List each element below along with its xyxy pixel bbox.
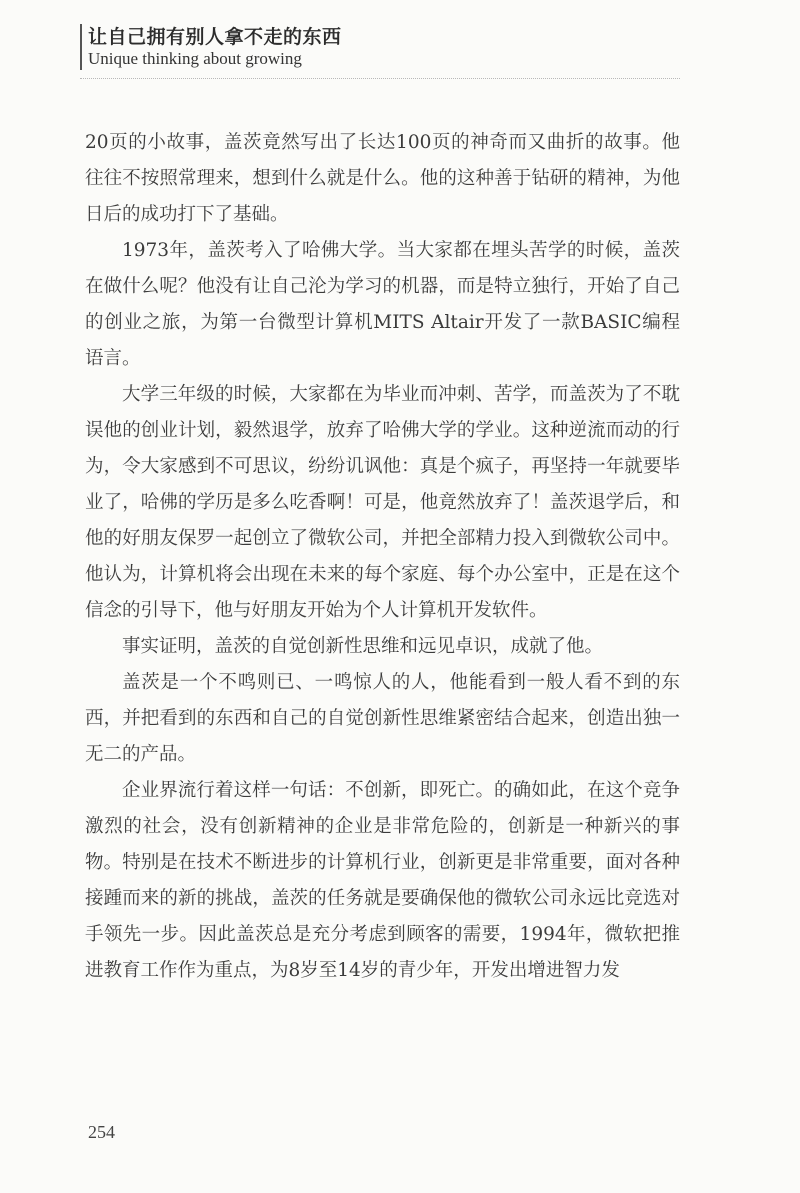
paragraph: 1973年，盖茨考入了哈佛大学。当大家都在埋头苦学的时候，盖茨在做什么呢？他没有让自己沦为学习的机器，而是特立独行，开始了自己的创业之旅，为第一台微型计算机MITS Altair开发了一款BASIC编程语言。: [85, 240, 680, 369]
page-number: 254: [88, 1122, 115, 1142]
header-title: 让自己拥有别人拿不走的东西: [88, 26, 342, 48]
paragraph: 企业界流行着这样一句话：不创新，即死亡。的确如此，在这个竞争激烈的社会，没有创新精神的企业是非常危险的，创新是一种新兴的事物。特别是在技术不断进步的计算机行业，创新更是非常重要，面对各种接踵而来的新的挑战，盖茨的任务就是要确保他的微软公司永远比竞选对手领先一步。因此盖茨总是充分考虑到顾客的需要，1994年，微软把推进教育工作作为重点，为8岁至14岁的青少年，开发出增进智力发: [85, 780, 680, 981]
body-text: [85, 125, 680, 989]
header-dotted-divider: [80, 78, 680, 79]
header-subtitle: Unique thinking about growing: [88, 49, 302, 68]
paragraph: 盖茨是一个不鸣则已、一鸣惊人的人，他能看到一般人看不到的东西，并把看到的东西和自己的自觉创新性思维紧密结合起来，创造出独一无二的产品。: [85, 672, 680, 765]
header-vertical-rule: [80, 24, 82, 70]
running-header: [80, 22, 680, 82]
paragraph: 大学三年级的时候，大家都在为毕业而冲刺、苦学，而盖茨为了不耽误他的创业计划，毅然退学，放弃了哈佛大学的学业。这种逆流而动的行为，令大家感到不可思议，纷纷讥讽他：真是个疯子，再坚持一年就要毕业了，哈佛的学历是多么吃香啊！可是，他竟然放弃了！盖茨退学后，和他的好朋友保罗一起创立了微软公司，并把全部精力投入到微软公司中。他认为，计算机将会出现在未来的每个家庭、每个办公室中，正是在这个信念的引导下，他与好朋友开始为个人计算机开发软件。: [85, 384, 680, 621]
paragraph: 事实证明，盖茨的自觉创新性思维和远见卓识，成就了他。: [122, 636, 604, 657]
paragraph: 20页的小故事，盖茨竟然写出了长达100页的神奇而又曲折的故事。他往往不按照常理来，想到什么就是什么。他的这种善于钻研的精神，为他日后的成功打下了基础。: [85, 132, 680, 225]
